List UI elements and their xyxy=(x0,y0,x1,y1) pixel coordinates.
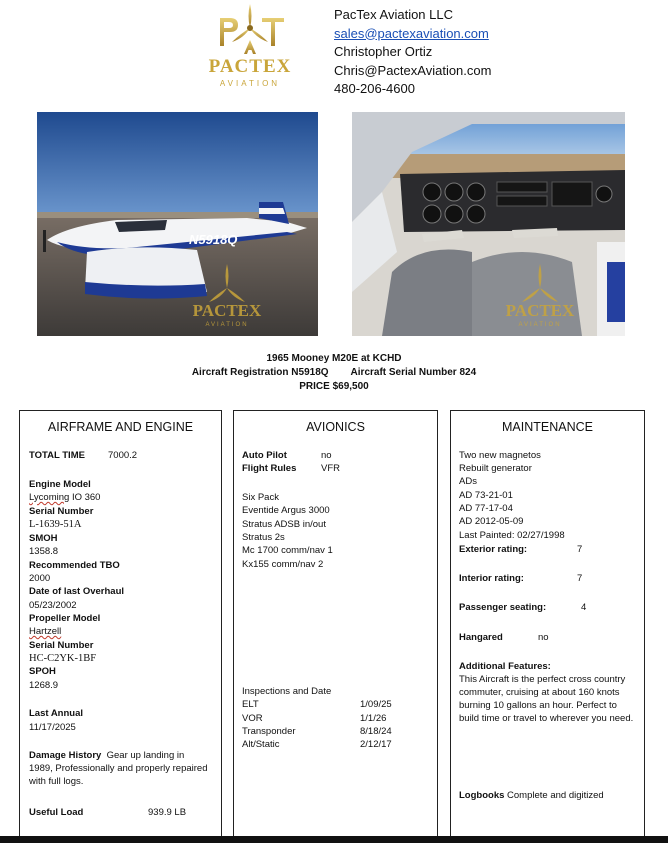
damage-label: Damage History xyxy=(29,750,102,761)
equipment-item: Stratus 2s xyxy=(242,532,285,543)
aircraft-serial: Aircraft Serial Number 824 xyxy=(350,367,477,378)
contact-person: Christopher Ortiz xyxy=(334,44,433,59)
equipment-item: Kx155 comm/nav 2 xyxy=(242,559,324,570)
logbooks-value: Complete and digitized xyxy=(507,790,604,801)
equipment-item: Six Pack xyxy=(242,492,279,503)
engine-serial-value: L-1639-51A xyxy=(29,519,82,530)
inspections-label: Inspections and Date xyxy=(242,686,332,697)
inspection-name: Transponder xyxy=(242,726,296,737)
seating-value: 4 xyxy=(581,602,587,613)
company-name: PacTex Aviation LLC xyxy=(334,7,453,22)
cockpit-watermark-text: PACTEX xyxy=(505,301,575,320)
hangared-value: no xyxy=(538,632,549,643)
useful-load-value: 939.9 LB xyxy=(148,807,187,818)
flight-rules-label: Flight Rules xyxy=(242,463,297,474)
equipment-item: Eventide Argus 3000 xyxy=(242,505,330,516)
total-time-label: TOTAL TIME xyxy=(29,450,85,461)
prop-model-label: Propeller Model xyxy=(29,613,101,624)
total-time-value: 7000.2 xyxy=(108,450,138,461)
engine-model-value xyxy=(29,491,100,504)
tbo-value: 2000 xyxy=(29,573,51,584)
airframe-engine-panel xyxy=(19,410,222,840)
page-bottom-bar xyxy=(0,836,668,843)
logbooks-row xyxy=(459,789,604,802)
spoh-value: 1268.9 xyxy=(29,680,59,691)
contact-email: Chris@PactexAviation.com xyxy=(334,62,492,78)
sales-email-link[interactable]: sales@pactexaviation.com xyxy=(334,25,489,41)
inspection-date: 1/1/26 xyxy=(360,713,387,724)
exterior-rating-label: Exterior rating: xyxy=(459,544,528,555)
logbooks-label: Logbooks xyxy=(459,790,505,801)
listing-registration-line xyxy=(0,366,668,380)
autopilot-label: Auto Pilot xyxy=(242,450,287,461)
exterior-watermark-sub: AVIATION xyxy=(205,322,249,328)
contact-block xyxy=(334,6,491,99)
interior-rating-label: Interior rating: xyxy=(459,573,524,584)
flight-rules-value: VFR xyxy=(321,463,340,474)
cockpit-watermark-sub: AVIATION xyxy=(518,322,562,328)
overhaul-value: 05/23/2002 xyxy=(29,600,77,611)
aircraft-registration: Aircraft Registration N5918Q xyxy=(191,367,329,378)
features-label: Additional Features: xyxy=(459,661,551,672)
equipment-item: Mc 1700 comm/nav 1 xyxy=(242,545,333,556)
logo-wordmark: PACTEX xyxy=(208,56,292,77)
overhaul-label: Date of last Overhaul xyxy=(29,586,125,597)
useful-load-label: Useful Load xyxy=(29,807,84,818)
aircraft-exterior-photo xyxy=(37,112,318,336)
maintenance-heading: MAINTENANCE xyxy=(502,420,593,434)
avionics-panel xyxy=(233,410,438,840)
maintenance-line: ADs xyxy=(459,476,477,487)
aircraft-cockpit-photo xyxy=(352,112,625,336)
maintenance-line: Rebuilt generator xyxy=(459,463,532,474)
smoh-value: 1358.8 xyxy=(29,546,59,557)
inspection-name: ELT xyxy=(242,699,259,710)
spoh-label: SPOH xyxy=(29,666,56,677)
engine-make: Lycoming xyxy=(29,492,70,503)
damage-history xyxy=(29,749,209,788)
maintenance-line: AD 2012-05-09 xyxy=(459,516,524,527)
registration-decal: N5918Q xyxy=(189,232,238,247)
seating-label: Passenger seating: xyxy=(459,602,547,613)
prop-serial-label: Serial Number xyxy=(29,640,94,651)
maintenance-line: AD 77-17-04 xyxy=(459,503,513,514)
airframe-heading: AIRFRAME AND ENGINE xyxy=(47,420,194,434)
prop-model-value: Hartzell xyxy=(29,626,62,637)
last-annual-label: Last Annual xyxy=(29,708,84,719)
engine-serial-label: Serial Number xyxy=(29,506,94,517)
maintenance-line: AD 73-21-01 xyxy=(459,490,513,501)
inspection-date: 2/12/17 xyxy=(360,739,392,750)
damage-text: Gear up landing in 1989, Professionally and properly repaired with full logs. xyxy=(29,750,208,787)
logo-subtitle: AVIATION xyxy=(219,79,281,88)
tbo-label: Recommended TBO xyxy=(29,560,120,571)
features-text: This Aircraft is the perfect cross country commuter, cruising at about 160 knots burning 10 gallons an hour. Perfect to build time or travel to wherever you need. xyxy=(459,674,634,724)
smoh-label: SMOH xyxy=(29,533,58,544)
engine-model-rest: IO 360 xyxy=(69,492,101,503)
prop-serial-value: HC-C2YK-1BF xyxy=(29,653,97,664)
maintenance-line: Two new magnetos xyxy=(459,450,541,461)
maintenance-line: Last Painted: 02/27/1998 xyxy=(459,530,565,541)
engine-model-label: Engine Model xyxy=(29,479,91,490)
inspection-date: 8/18/24 xyxy=(360,726,392,737)
exterior-rating-value: 7 xyxy=(577,544,583,555)
maintenance-panel xyxy=(450,410,645,840)
hangared-label: Hangared xyxy=(459,632,503,643)
listing-price: PRICE $69,500 xyxy=(299,381,369,392)
equipment-item: Stratus ADSB in/out xyxy=(242,519,326,530)
interior-rating-value: 7 xyxy=(577,573,583,584)
inspection-name: Alt/Static xyxy=(242,739,280,750)
inspection-date: 1/09/25 xyxy=(360,699,392,710)
last-annual-value: 11/17/2025 xyxy=(29,722,76,733)
listing-headline: 1965 Mooney M20E at KCHD xyxy=(266,353,402,364)
inspection-name: VOR xyxy=(242,713,263,724)
autopilot-value: no xyxy=(321,450,332,461)
avionics-heading: AVIONICS xyxy=(306,420,365,434)
contact-phone: 480-206-4600 xyxy=(334,81,415,96)
exterior-watermark-text: PACTEX xyxy=(192,301,262,320)
